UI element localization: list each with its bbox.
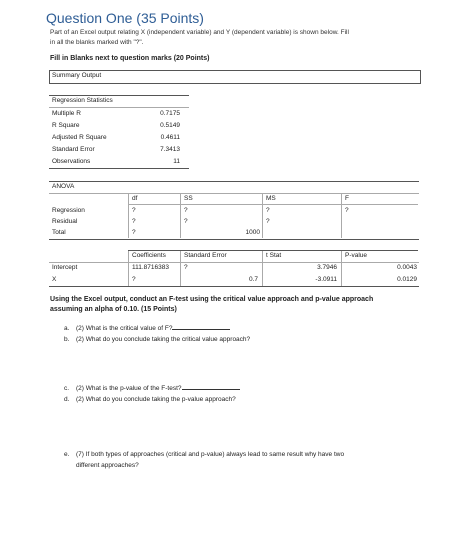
regstats-label: Observations bbox=[52, 158, 91, 165]
coef-row-label: Intercept bbox=[52, 264, 78, 271]
anova-top-rule bbox=[49, 181, 419, 182]
anova-blank: ? bbox=[132, 229, 136, 236]
regstats-label: Multiple R bbox=[52, 110, 81, 117]
answer-blank[interactable] bbox=[172, 329, 230, 330]
coef-standard-error-value: 0.7 bbox=[248, 276, 258, 283]
coef-head-rule bbox=[49, 262, 419, 263]
question-a-text: (2) What is the critical value of F? bbox=[76, 325, 173, 332]
anova-row-label: Total bbox=[52, 229, 66, 236]
anova-col-divider bbox=[341, 194, 342, 238]
coef-value: 111.8716383 bbox=[132, 264, 169, 271]
coef-col-standard-error: Standard Error bbox=[184, 252, 227, 259]
anova-col-ss: SS bbox=[184, 195, 193, 202]
coef-p-value: 0.0043 bbox=[397, 264, 417, 271]
question-a-marker: a. bbox=[64, 325, 70, 332]
regstats-value: 11 bbox=[173, 158, 180, 165]
anova-col-divider bbox=[180, 194, 181, 238]
anova-bottom-rule bbox=[49, 239, 419, 240]
anova-col-divider bbox=[128, 194, 129, 238]
regstats-heading-rule bbox=[49, 107, 189, 108]
anova-col-ms: MS bbox=[266, 195, 276, 202]
coef-col-t-stat: t Stat bbox=[266, 252, 282, 259]
anova-col-f: F bbox=[345, 195, 349, 202]
coef-blank: ? bbox=[132, 276, 136, 283]
ftest-prompt-line2: assuming an alpha of 0.10. (15 Points) bbox=[50, 306, 177, 313]
regstats-label: R Square bbox=[52, 122, 80, 129]
question-b-marker: b. bbox=[64, 336, 70, 343]
anova-blank: ? bbox=[345, 207, 349, 214]
summary-header-box bbox=[49, 70, 421, 84]
anova-blank: ? bbox=[266, 218, 270, 225]
question-b-text: (2) What do you conclude taking the critical value approach? bbox=[76, 336, 251, 343]
anova-blank: ? bbox=[132, 218, 136, 225]
anova-col-divider bbox=[262, 194, 263, 238]
question-e-marker: e. bbox=[64, 451, 70, 458]
coef-col-p-value: P-value bbox=[345, 252, 368, 259]
regstats-label: Standard Error bbox=[52, 146, 95, 153]
anova-heading-rule bbox=[49, 193, 419, 194]
regstats-value: 7.3413 bbox=[160, 146, 180, 153]
regstats-top-rule bbox=[49, 95, 189, 96]
coef-top-rule bbox=[128, 250, 418, 251]
anova-row-label: Regression bbox=[52, 207, 85, 214]
anova-blank: ? bbox=[184, 207, 188, 214]
question-e-text-line1: (7) If both types of approaches (critical and p-value) always lead to same result why have two bbox=[76, 451, 345, 458]
fill-blanks-heading: Fill in Blanks next to question marks (20 Points) bbox=[50, 55, 210, 62]
regstats-label: Adjusted R Square bbox=[52, 134, 107, 141]
coef-col-divider bbox=[262, 250, 263, 286]
intro-text-line2: in all the blanks marked with "?". bbox=[50, 39, 144, 46]
question-d-text: (2) What do you conclude taking the p-value approach? bbox=[76, 396, 236, 403]
anova-blank: ? bbox=[266, 207, 270, 214]
coef-row-label: X bbox=[52, 276, 57, 283]
regstats-bottom-rule bbox=[49, 168, 189, 169]
question-d-marker: d. bbox=[64, 396, 70, 403]
coef-col-coefficients: Coefficients bbox=[132, 252, 166, 259]
anova-total-ss: 1000 bbox=[245, 229, 260, 236]
coef-col-divider bbox=[128, 250, 129, 286]
regstats-heading: Regression Statistics bbox=[52, 97, 113, 104]
anova-colhead-rule bbox=[128, 204, 418, 205]
regstats-value: 0.7175 bbox=[160, 110, 180, 117]
question-a bbox=[76, 325, 230, 332]
question-title: Question One (35 Points) bbox=[46, 10, 204, 26]
anova-row-label: Residual bbox=[52, 218, 78, 225]
coef-col-divider bbox=[180, 250, 181, 286]
question-c bbox=[76, 385, 240, 392]
coef-blank: ? bbox=[184, 264, 188, 271]
anova-heading: ANOVA bbox=[52, 183, 75, 190]
coef-t-stat-value: -3.0911 bbox=[315, 276, 337, 283]
question-e-text-line2: different approaches? bbox=[76, 462, 139, 469]
summary-header: Summary Output bbox=[52, 72, 102, 79]
regstats-value: 0.5149 bbox=[160, 122, 180, 129]
anova-blank: ? bbox=[184, 218, 188, 225]
coef-t-stat-value: 3.7946 bbox=[317, 264, 337, 271]
regstats-value: 0.4611 bbox=[160, 134, 180, 141]
anova-col-df: df bbox=[132, 195, 138, 202]
question-c-marker: c. bbox=[64, 385, 70, 392]
anova-blank: ? bbox=[132, 207, 136, 214]
intro-text-line1: Part of an Excel output relating X (independent variable) and Y (dependent variable) is shown below. Fill bbox=[50, 29, 349, 36]
coef-bottom-rule bbox=[49, 286, 419, 287]
answer-blank[interactable] bbox=[182, 389, 240, 390]
ftest-prompt-line1: Using the Excel output, conduct an F-test using the critical value approach and p-value approach bbox=[50, 296, 374, 303]
question-c-text: (2) What is the p-value of the F-test? bbox=[76, 385, 182, 392]
coef-col-divider bbox=[341, 250, 342, 286]
coef-p-value: 0.0129 bbox=[397, 276, 417, 283]
